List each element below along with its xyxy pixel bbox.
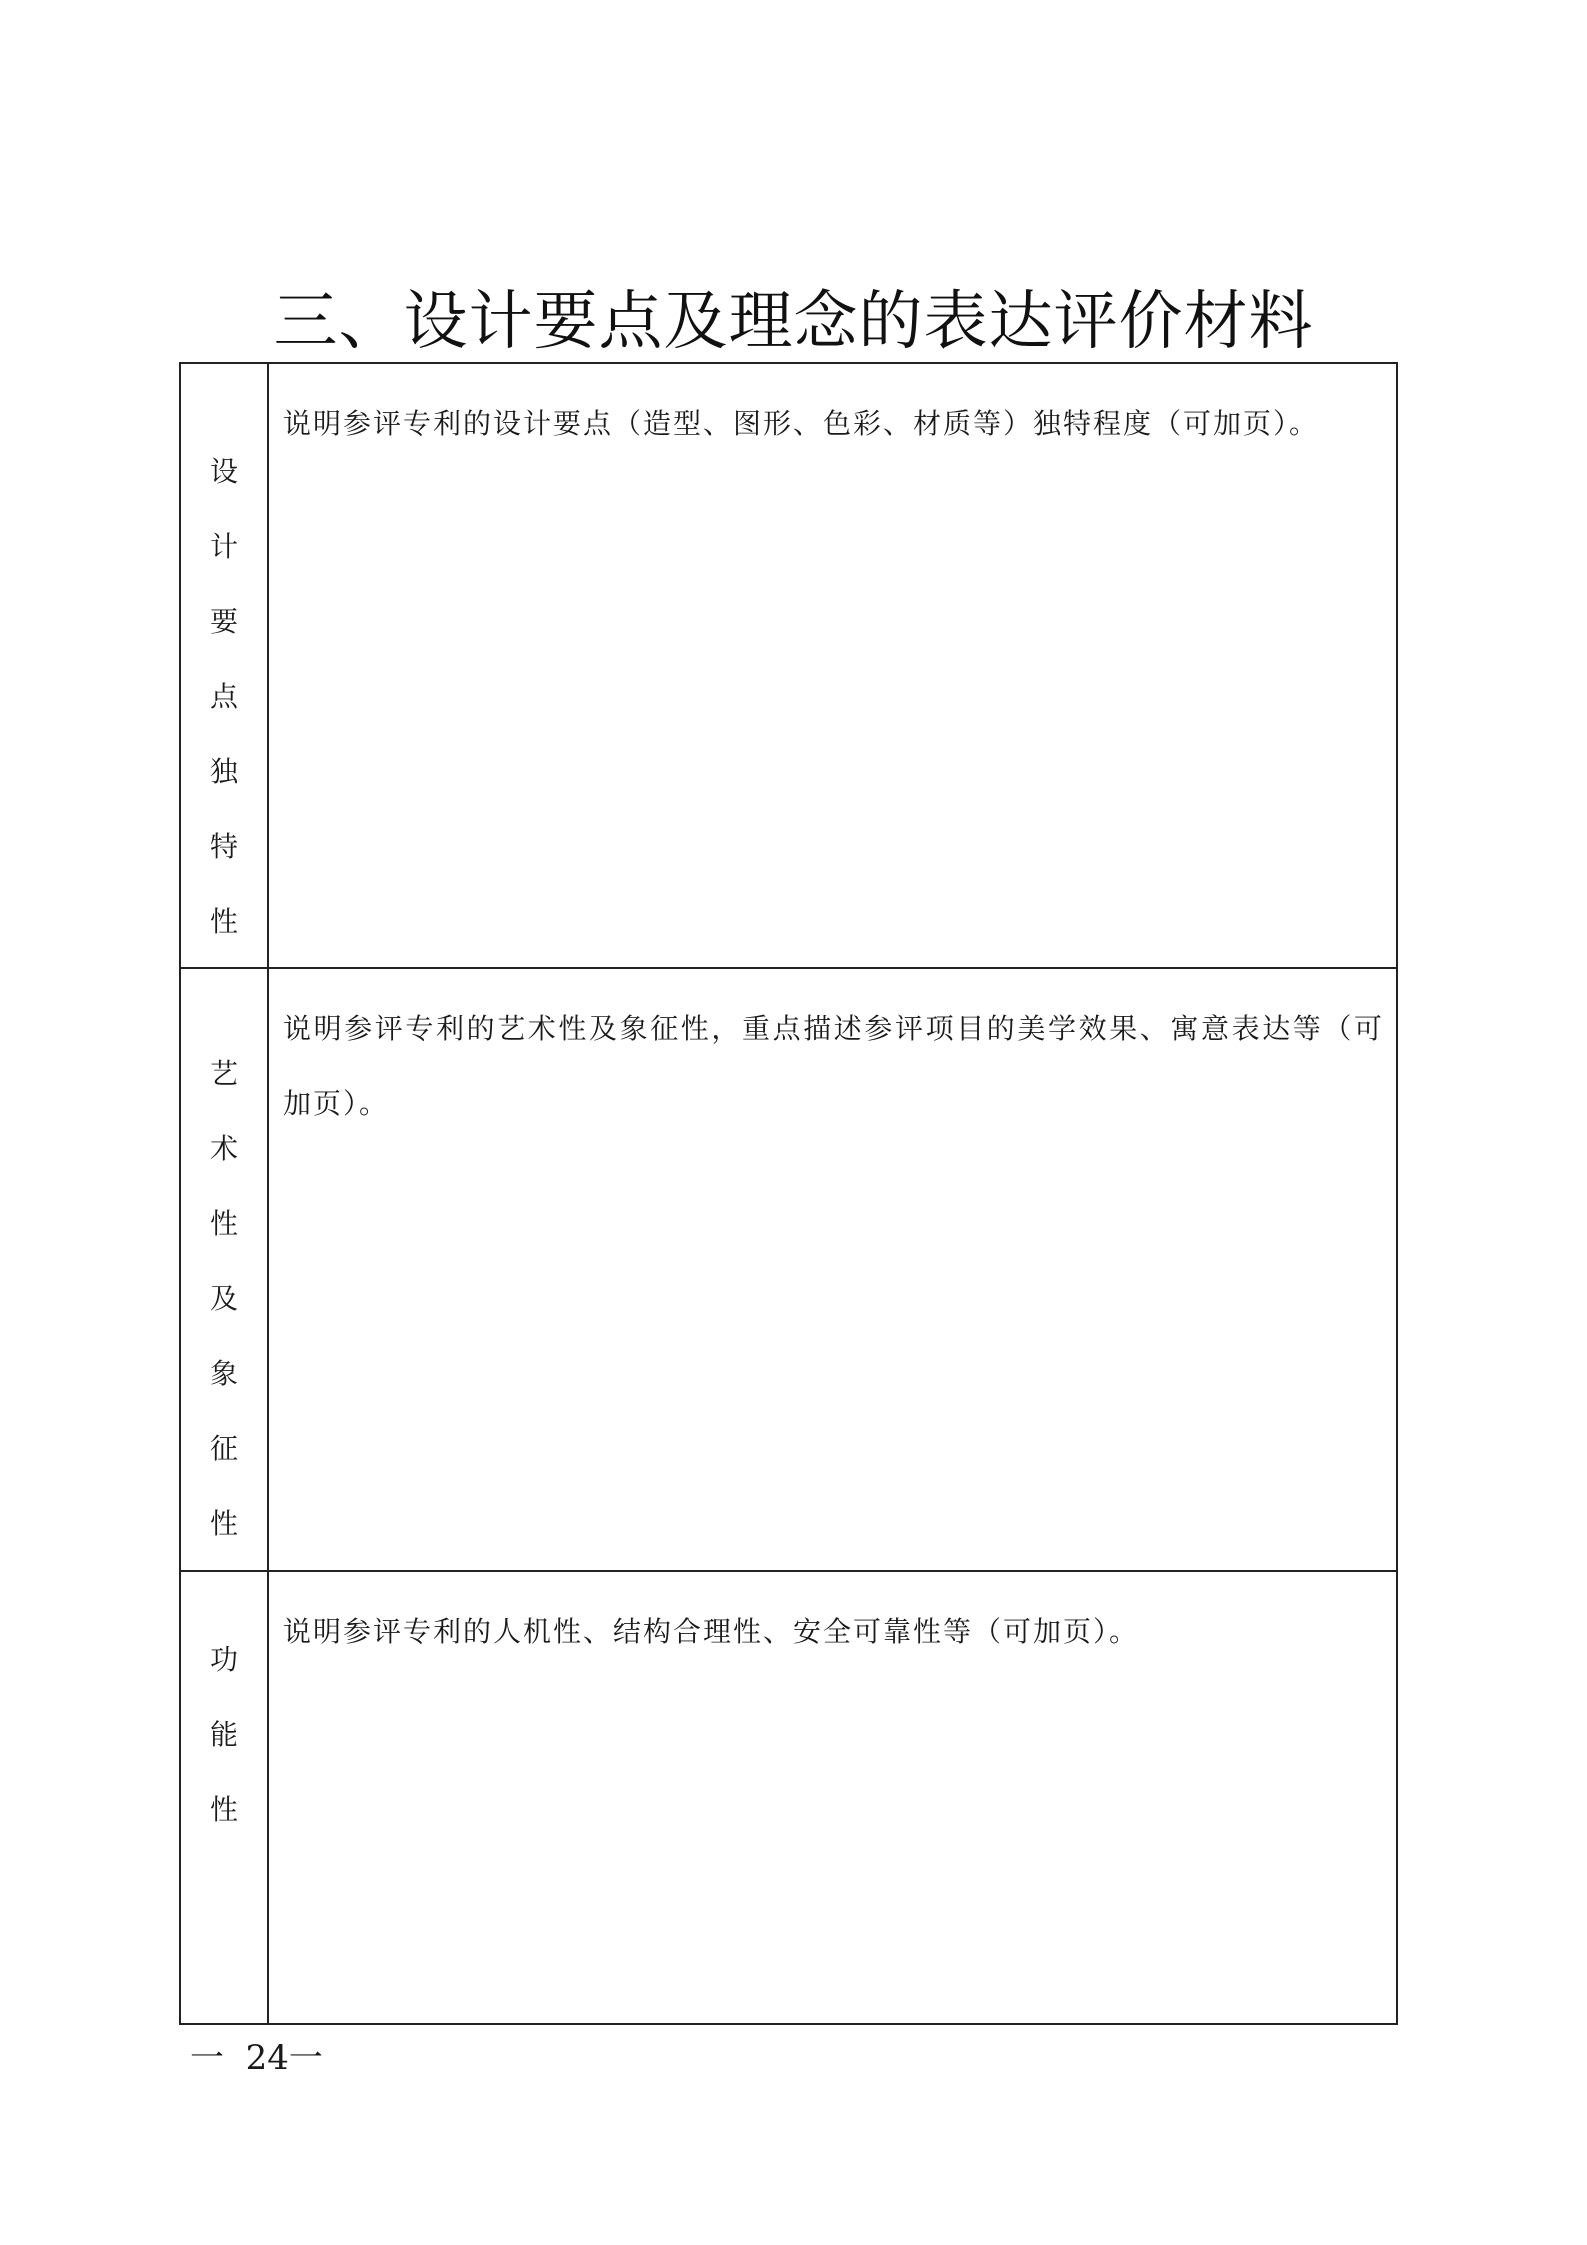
label-char: 独 xyxy=(209,755,238,788)
label-char: 艺 xyxy=(209,1057,238,1090)
label-char: 征 xyxy=(209,1432,238,1465)
label-char: 性 xyxy=(209,1507,238,1540)
label-char: 功 xyxy=(209,1643,238,1676)
label-char: 象 xyxy=(209,1357,238,1390)
section-content-cell[interactable] xyxy=(268,363,1397,968)
vertical-label-artistry-symbolism xyxy=(181,1036,267,1561)
label-char: 术 xyxy=(209,1132,238,1165)
section-row-artistry-symbolism xyxy=(180,968,1397,1571)
label-char: 设 xyxy=(209,455,238,488)
section-row-design-uniqueness xyxy=(180,363,1397,968)
section-description: 说明参评专利的艺术性及象征性，重点描述参评项目的美学效果、寓意表达等（可加页）。 xyxy=(283,1012,1384,1120)
section-label-cell xyxy=(180,968,268,1571)
label-char: 能 xyxy=(209,1718,238,1751)
section-content-cell[interactable] xyxy=(268,968,1397,1571)
evaluation-form-table xyxy=(179,362,1398,2025)
section-label-cell xyxy=(180,1571,268,2024)
label-char: 性 xyxy=(209,1793,238,1826)
page-number: 一 24一 xyxy=(190,2038,323,2078)
label-char: 计 xyxy=(209,530,238,563)
label-char: 性 xyxy=(209,1207,238,1240)
label-char: 性 xyxy=(209,905,238,938)
section-description: 说明参评专利的设计要点（造型、图形、色彩、材质等）独特程度（可加页）。 xyxy=(283,407,1320,440)
section-description: 说明参评专利的人机性、结构合理性、安全可靠性等（可加页）。 xyxy=(283,1615,1140,1648)
label-char: 及 xyxy=(209,1282,238,1315)
label-char: 要 xyxy=(209,605,238,638)
section-content-cell[interactable] xyxy=(268,1571,1397,2024)
page-title: 三、设计要点及理念的表达评价材料 xyxy=(273,285,1314,359)
section-label-cell xyxy=(180,363,268,968)
section-row-functionality xyxy=(180,1571,1397,2024)
vertical-label-design-uniqueness xyxy=(181,434,267,959)
label-char: 特 xyxy=(209,830,238,863)
vertical-label-functionality xyxy=(181,1622,267,1847)
label-char: 点 xyxy=(209,680,238,713)
